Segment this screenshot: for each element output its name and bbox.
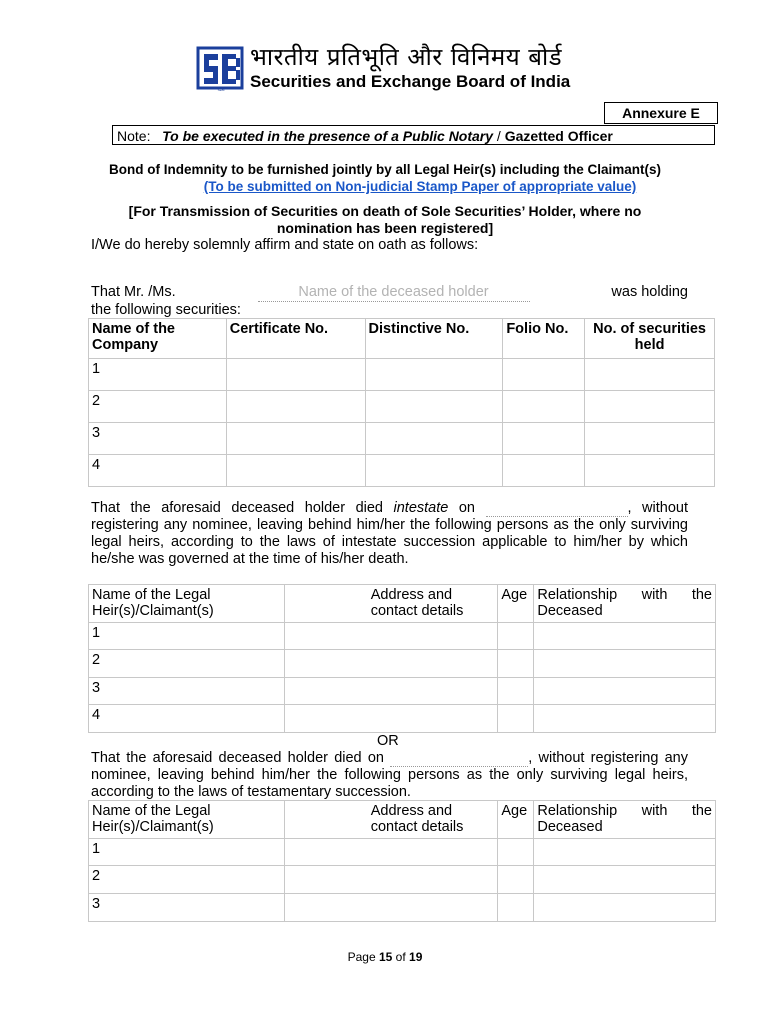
- row-number: 2: [89, 391, 227, 423]
- row-number: 4: [89, 455, 227, 487]
- transmission-heading: [0, 203, 770, 237]
- cell[interactable]: [226, 423, 365, 455]
- testamentary-paragraph: [91, 750, 688, 801]
- holding-line2: the following securities:: [91, 302, 241, 318]
- cell[interactable]: [284, 705, 498, 733]
- cell[interactable]: [365, 423, 503, 455]
- cell[interactable]: [498, 839, 534, 866]
- cell[interactable]: [284, 839, 498, 866]
- table-row: [89, 423, 715, 455]
- table-row: [89, 455, 715, 487]
- cell[interactable]: [498, 623, 534, 650]
- col-relationship: Relationship with the Deceased: [534, 585, 716, 623]
- intestate-text2: on: [458, 500, 475, 516]
- cell[interactable]: [534, 866, 716, 894]
- col-age: Age: [498, 585, 534, 623]
- row-number: 2: [89, 866, 285, 894]
- row-number: 3: [89, 678, 285, 705]
- holding-prefix: That Mr. /Ms.: [91, 284, 176, 300]
- heirs-table-intestate: [88, 584, 716, 733]
- table-row: [89, 839, 716, 866]
- table-row: [89, 391, 715, 423]
- cell[interactable]: [284, 894, 498, 922]
- sebi-logo: [196, 44, 246, 92]
- col-legal-heir: Name of the Legal Heir(s)/Claimant(s): [89, 585, 285, 623]
- row-number: 2: [89, 650, 285, 678]
- table-row: [89, 705, 716, 733]
- stamp-paper-note: (To be submitted on Non-judicial Stamp Paper of appropriate value): [203, 179, 637, 194]
- intestate-text3: , without registering any nominee, leaving behind him/her the following persons as the only surviving legal heirs, according to the laws of intestate succession applicable to him/her by which he/she was governed at the time of his/her death.: [91, 500, 688, 567]
- english-title: Securities and Exchange Board of India: [250, 72, 571, 91]
- footer-of-word: of: [395, 950, 406, 964]
- intestate-paragraph: [91, 500, 688, 568]
- table-row: [89, 678, 716, 705]
- testamentary-text1: That the aforesaid deceased holder died on: [91, 750, 384, 766]
- table-row: [89, 866, 716, 894]
- cell[interactable]: [534, 839, 716, 866]
- row-number: 1: [89, 359, 227, 391]
- cell[interactable]: [498, 650, 534, 678]
- footer-page-num: 15: [378, 950, 393, 964]
- cell[interactable]: [498, 894, 534, 922]
- transmission-line2: nomination has been registered]: [276, 220, 494, 236]
- row-number: 1: [89, 839, 285, 866]
- deceased-name-field[interactable]: Name of the deceased holder: [258, 284, 530, 302]
- hindi-title: भारतीय प्रतिभूति और विनिमय बोर्ड: [250, 43, 563, 71]
- cell[interactable]: [284, 623, 498, 650]
- note-sep: /: [493, 128, 505, 144]
- cell[interactable]: [284, 650, 498, 678]
- bond-title: Bond of Indemnity to be furnished jointly by all Legal Heir(s) including the Claimant(s): [108, 162, 662, 177]
- holding-suffix: was holding: [611, 284, 688, 300]
- cell[interactable]: [585, 455, 715, 487]
- col-distinctive: Distinctive No.: [365, 319, 503, 359]
- cell[interactable]: [365, 359, 503, 391]
- testamentary-text2: , without registering any nominee, leaving behind him/her the following persons as the only surviving legal heirs, according to the laws of testamentary succession.: [91, 750, 688, 800]
- cell[interactable]: [503, 391, 585, 423]
- cell[interactable]: [284, 678, 498, 705]
- annexure-label: Annexure E: [604, 102, 718, 124]
- row-number: 3: [89, 894, 285, 922]
- note-suffix: Gazetted Officer: [504, 128, 613, 144]
- col-address: Address and contact details: [284, 801, 498, 839]
- col-certificate: Certificate No.: [226, 319, 365, 359]
- death-date-field-2[interactable]: [390, 752, 528, 767]
- note-box: [112, 125, 715, 145]
- holding-paragraph: [91, 284, 688, 319]
- cell[interactable]: [284, 866, 498, 894]
- col-age: Age: [498, 801, 534, 839]
- cell[interactable]: [498, 705, 534, 733]
- table-row: [89, 894, 716, 922]
- footer-page-word: Page: [347, 950, 376, 964]
- cell[interactable]: [503, 359, 585, 391]
- death-date-field[interactable]: [486, 502, 628, 517]
- cell[interactable]: [226, 359, 365, 391]
- cell[interactable]: [226, 391, 365, 423]
- col-company-text: Name of the Company: [92, 321, 175, 353]
- col-company: [89, 319, 227, 359]
- footer-total: 19: [409, 950, 423, 964]
- cell[interactable]: [365, 455, 503, 487]
- cell[interactable]: [534, 650, 716, 678]
- heirs-table-testamentary: [88, 800, 716, 922]
- cell[interactable]: [498, 678, 534, 705]
- cell[interactable]: [503, 423, 585, 455]
- cell[interactable]: [534, 623, 716, 650]
- page-footer: [0, 950, 770, 964]
- col-folio: Folio No.: [503, 319, 585, 359]
- col-securities-held: No. of securities held: [585, 319, 715, 359]
- note-italic: To be executed in the presence of a Public Notary: [162, 128, 494, 144]
- table-row: [89, 623, 716, 650]
- col-address: Address and contact details: [284, 585, 498, 623]
- row-number: 1: [89, 623, 285, 650]
- note-prefix: Note:: [117, 128, 151, 144]
- col-legal-heir: Name of the Legal Heir(s)/Claimant(s): [89, 801, 285, 839]
- cell[interactable]: [365, 391, 503, 423]
- cell[interactable]: [534, 894, 716, 922]
- cell[interactable]: [534, 678, 716, 705]
- cell[interactable]: [498, 866, 534, 894]
- cell[interactable]: [585, 391, 715, 423]
- cell[interactable]: [585, 359, 715, 391]
- affirm-text: I/We do hereby solemnly affirm and state on oath as follows:: [91, 237, 479, 253]
- table-row: [89, 359, 715, 391]
- table-row: [89, 650, 716, 678]
- cell[interactable]: [585, 423, 715, 455]
- row-number: 3: [89, 423, 227, 455]
- cell[interactable]: [534, 705, 716, 733]
- transmission-line1: [For Transmission of Securities on death of Sole Securities’ Holder, where no: [128, 203, 642, 219]
- intestate-word: intestate: [393, 500, 449, 516]
- cell[interactable]: [503, 455, 585, 487]
- securities-table: [88, 318, 715, 487]
- row-number: 4: [89, 705, 285, 733]
- intestate-text1: That the aforesaid deceased holder died: [91, 500, 383, 516]
- col-relationship: Relationship with the Deceased: [534, 801, 716, 839]
- or-separator: OR: [377, 733, 399, 749]
- cell[interactable]: [226, 455, 365, 487]
- logo-text: SEBI: [217, 88, 225, 92]
